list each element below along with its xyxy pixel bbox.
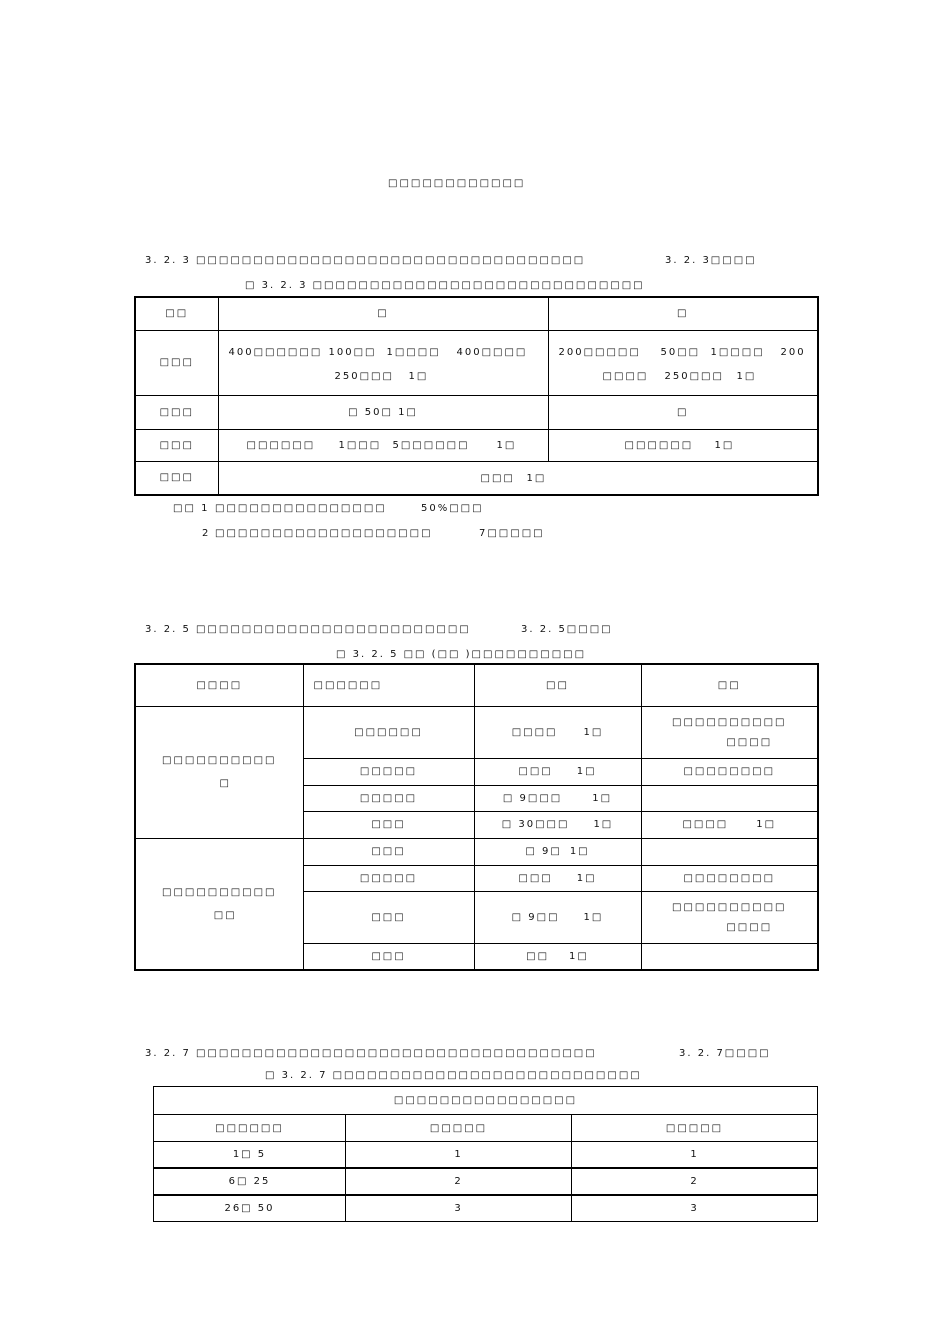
cell-text: □□□ bbox=[480, 472, 515, 484]
cell-text: 100□□ bbox=[328, 346, 377, 358]
cell-text: 1□□□□ bbox=[386, 346, 441, 358]
section-327-intro: 3. 2. 7 □□□□□□□□□□□□□□□□□□□□□□□□□□□□□□□□□□□ bbox=[145, 1048, 597, 1059]
cell-text: 1□ bbox=[569, 846, 590, 857]
table-323-row2-label: □□□ bbox=[135, 395, 218, 429]
cell-text: □□□□ bbox=[602, 370, 649, 382]
table-327-caption: □ 3. 2. 7 □□□□□□□□□□□□□□□□□□□□□□□□□□□ bbox=[265, 1070, 642, 1081]
table-325-qty bbox=[474, 811, 641, 838]
note-1-value: 50%□□□ bbox=[421, 503, 484, 514]
cell-text: 1□ bbox=[576, 766, 597, 777]
table-323-row1-label: □□□ bbox=[135, 330, 218, 395]
note-2-number: 2 bbox=[202, 528, 211, 539]
table-325-group1-label bbox=[135, 706, 303, 838]
table-327-cell: 3 bbox=[572, 1195, 818, 1222]
table-325-qty bbox=[474, 785, 641, 811]
table-325-item: □□□ bbox=[303, 891, 474, 943]
table-323-row3-colA bbox=[218, 429, 548, 461]
table-325-item: □□□□□ bbox=[303, 758, 474, 785]
table-325-qty bbox=[474, 838, 641, 865]
cell-text: 1□ bbox=[736, 370, 757, 382]
table-325-qty bbox=[474, 865, 641, 891]
cell-text: 1□ bbox=[714, 439, 735, 451]
cell-text: □□□□ bbox=[682, 819, 729, 830]
table-327-cell: 6□ 25 bbox=[154, 1168, 346, 1195]
cell-text: □□□□□□□□□□ bbox=[162, 755, 277, 766]
table-327-head-1: □□□□□□ bbox=[154, 1115, 346, 1142]
section-323-intro: 3. 2. 3 □□□□□□□□□□□□□□□□□□□□□□□□□□□□□□□□□□ bbox=[145, 255, 586, 266]
cell-text: 250□□□ bbox=[334, 370, 394, 382]
table-323-head-1: □□ bbox=[135, 297, 218, 330]
table-325-note-empty bbox=[641, 785, 818, 811]
cell-text: 400□□□□□□ bbox=[228, 346, 323, 358]
cell-text: 1□ bbox=[576, 872, 597, 884]
table-323-row3-colB bbox=[548, 429, 818, 461]
table-325-note: □□□□□□□□ bbox=[641, 865, 818, 891]
table-323-caption: □ 3. 2. 3 □□□□□□□□□□□□□□□□□□□□□□□□□□□□□ bbox=[245, 280, 645, 291]
cell-text: 1□ bbox=[408, 370, 429, 382]
table-325-item: □□□□□ bbox=[303, 785, 474, 811]
table-325-qty bbox=[474, 758, 641, 785]
cell-text: 1□ bbox=[496, 439, 517, 451]
table-327-head-3: □□□□□ bbox=[572, 1115, 818, 1142]
table-327-head-2: □□□□□ bbox=[346, 1115, 572, 1142]
table-327-cell: 1 bbox=[346, 1142, 572, 1168]
section-323-intro-ref: 3. 2. 3□□□□ bbox=[665, 255, 757, 266]
table-325-head-1: □□□□ bbox=[135, 664, 303, 706]
table-325-group2-label bbox=[135, 838, 303, 970]
cell-text: □ 9□□ bbox=[511, 911, 560, 923]
table-327-cell: 1□ 5 bbox=[154, 1142, 346, 1168]
cell-text: □ 9□ bbox=[525, 846, 562, 857]
table-323-head-2: □ bbox=[218, 297, 548, 330]
note-2-text: □□□□□□□□□□□□□□□□□□□ bbox=[215, 528, 433, 539]
table-325-qty bbox=[474, 891, 641, 943]
cell-text: 1□ bbox=[569, 950, 589, 962]
table-325-head-3: □□ bbox=[474, 664, 641, 706]
table-327-cell: 2 bbox=[572, 1168, 818, 1195]
cell-text: 1□ bbox=[756, 819, 777, 830]
table-323-row3-label: □□□ bbox=[135, 429, 218, 461]
table-327-cell: 26□ 50 bbox=[154, 1195, 346, 1222]
cell-text: □□□ bbox=[518, 766, 553, 777]
section-325-intro-ref: 3. 2. 5□□□□ bbox=[521, 624, 613, 635]
table-325-item: □□□ bbox=[303, 838, 474, 865]
table-327-cell: 1 bbox=[572, 1142, 818, 1168]
cell-text: □ 9□□□ bbox=[502, 792, 563, 804]
cell-text: 50□□ bbox=[660, 346, 701, 358]
note-1-number: □□ 1 bbox=[173, 503, 210, 514]
table-327-cell: 3 bbox=[346, 1195, 572, 1222]
cell-text: □□□□□□ bbox=[313, 680, 383, 691]
table-325-note bbox=[641, 706, 818, 758]
table-325-head-4: □□ bbox=[641, 664, 818, 706]
table-327 bbox=[153, 1086, 818, 1222]
cell-text: 1□ bbox=[583, 911, 604, 923]
table-325-item: □□□□□□ bbox=[303, 706, 474, 758]
note-2-value: 7□□□□□ bbox=[479, 528, 545, 539]
table-323-row2-colB: □ bbox=[548, 395, 818, 429]
cell-text: □ bbox=[219, 778, 231, 789]
table-323-row4-label: □□□ bbox=[135, 461, 218, 495]
section-327-intro-ref: 3. 2. 7□□□□ bbox=[679, 1048, 771, 1059]
table-325-caption: □ 3. 2. 5 □□ (□□ )□□□□□□□□□□ bbox=[336, 649, 587, 660]
cell-text: □□□□□□ bbox=[624, 439, 694, 451]
cell-text: 1□ bbox=[583, 726, 604, 738]
cell-text: □□□□ bbox=[511, 726, 558, 738]
cell-text: □□□□□□□□□□ bbox=[672, 716, 787, 728]
table-325-note bbox=[641, 811, 818, 838]
cell-text: □□□□□□□□□□ bbox=[162, 886, 277, 898]
table-325 bbox=[134, 663, 819, 971]
cell-text: □□ bbox=[213, 909, 237, 921]
cell-text: □□□□ bbox=[726, 736, 773, 748]
cell-text: □□□ bbox=[518, 872, 553, 884]
cell-text: 200□□□□□ bbox=[558, 346, 641, 358]
table-325-head-2 bbox=[303, 664, 474, 706]
table-323-row1-colA bbox=[218, 330, 548, 395]
cell-text: 1□□□□ bbox=[710, 346, 765, 358]
table-323-row2-colA: □ 50□ 1□ bbox=[218, 395, 548, 429]
cell-text: 200 bbox=[780, 346, 806, 358]
cell-text: □□□□ bbox=[726, 921, 773, 933]
cell-text: 1□ bbox=[592, 792, 613, 804]
table-323-head-3: □ bbox=[548, 297, 818, 330]
table-325-item: □□□□□ bbox=[303, 865, 474, 891]
cell-text: □□ bbox=[526, 950, 550, 962]
cell-text: □□□□□□□□□□ bbox=[672, 901, 787, 913]
note-1-text: □□□□□□□□□□□□□□□ bbox=[215, 503, 387, 514]
cell-text: 400□□□□ bbox=[456, 346, 528, 358]
table-327-title: □□□□□□□□□□□□□□□□ bbox=[154, 1087, 818, 1115]
table-325-note: □□□□□□□□ bbox=[641, 758, 818, 785]
cell-text: 1□ bbox=[526, 472, 547, 484]
page-header: □□□□□□□□□□□□ bbox=[388, 178, 526, 189]
cell-text: □□□□□□ bbox=[246, 439, 316, 451]
table-323-row1-colB bbox=[548, 330, 818, 395]
cell-text: 250□□□ bbox=[664, 370, 724, 382]
table-323-row4-value bbox=[218, 461, 818, 495]
cell-text: 1□□□ bbox=[338, 439, 382, 451]
cell-text: 5□□□□□□ bbox=[392, 439, 470, 451]
cell-text: 1□ bbox=[593, 819, 614, 830]
table-325-item: □□□ bbox=[303, 811, 474, 838]
section-325-intro: 3. 2. 5 □□□□□□□□□□□□□□□□□□□□□□□□ bbox=[145, 624, 471, 635]
table-325-qty bbox=[474, 943, 641, 970]
table-323 bbox=[134, 296, 819, 496]
table-325-note-empty bbox=[641, 838, 818, 865]
cell-text: □ 30□□□ bbox=[501, 819, 570, 830]
table-325-note-empty bbox=[641, 943, 818, 970]
table-325-note bbox=[641, 891, 818, 943]
table-325-qty bbox=[474, 706, 641, 758]
table-327-cell: 2 bbox=[346, 1168, 572, 1195]
table-325-item: □□□ bbox=[303, 943, 474, 970]
